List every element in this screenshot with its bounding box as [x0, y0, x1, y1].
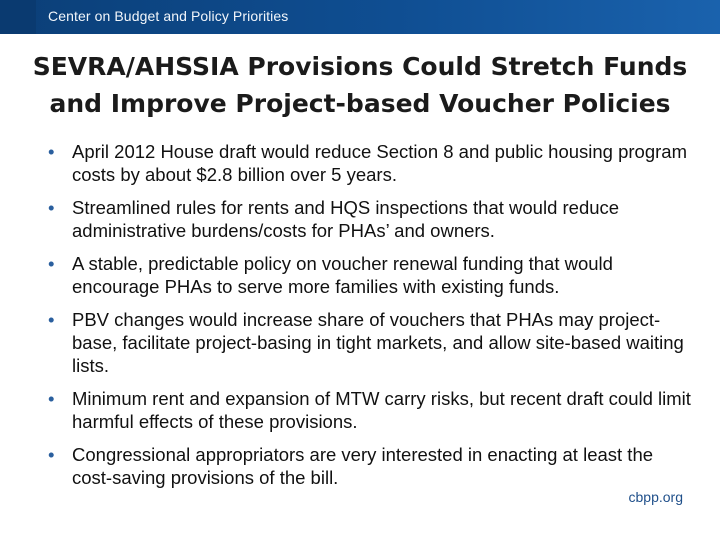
bullet-item [48, 140, 698, 186]
organization-name: Center on Budget and Policy Priorities [48, 8, 289, 24]
bullet-list [48, 140, 698, 499]
bullet-item [48, 387, 698, 433]
bullet-marker: • [48, 309, 55, 330]
bullet-item [48, 196, 698, 242]
slide-title-line-2: and Improve Project-based Voucher Policies [49, 89, 671, 118]
source-link[interactable]: cbpp.org [628, 489, 683, 505]
bullet-text: PBV changes would increase share of vouchers that PHAs may project-base, facilitate project-basing in tight markets, and allow site-based waiting lists. [72, 309, 684, 376]
bullet-marker: • [48, 253, 55, 274]
slide-title [0, 48, 720, 122]
bullet-text: Congressional appropriators are very interested in enacting at least the cost-saving provisions of the bill. [72, 444, 654, 488]
slide-title-line-1: SEVRA/AHSSIA Provisions Could Stretch Funds [32, 52, 688, 81]
bullet-text: Minimum rent and expansion of MTW carry risks, but recent draft could limit harmful effects of these provisions. [72, 388, 691, 432]
bullet-item [48, 252, 698, 298]
bullet-marker: • [48, 197, 55, 218]
header-bar [0, 0, 720, 34]
bullet-marker: • [48, 388, 55, 409]
bullet-text: April 2012 House draft would reduce Section 8 and public housing program costs by about $2.8 billion over 5 years. [72, 141, 687, 185]
bullet-marker: • [48, 141, 55, 162]
bullet-item [48, 443, 698, 489]
header-bar-accent [0, 0, 36, 34]
bullet-item [48, 308, 698, 377]
bullet-text: Streamlined rules for rents and HQS inspections that would reduce administrative burdens/costs for PHAs’ and owners. [72, 197, 620, 241]
bullet-marker: • [48, 444, 55, 465]
bullet-text: A stable, predictable policy on voucher renewal funding that would encourage PHAs to serve more families with existing funds. [72, 253, 613, 297]
